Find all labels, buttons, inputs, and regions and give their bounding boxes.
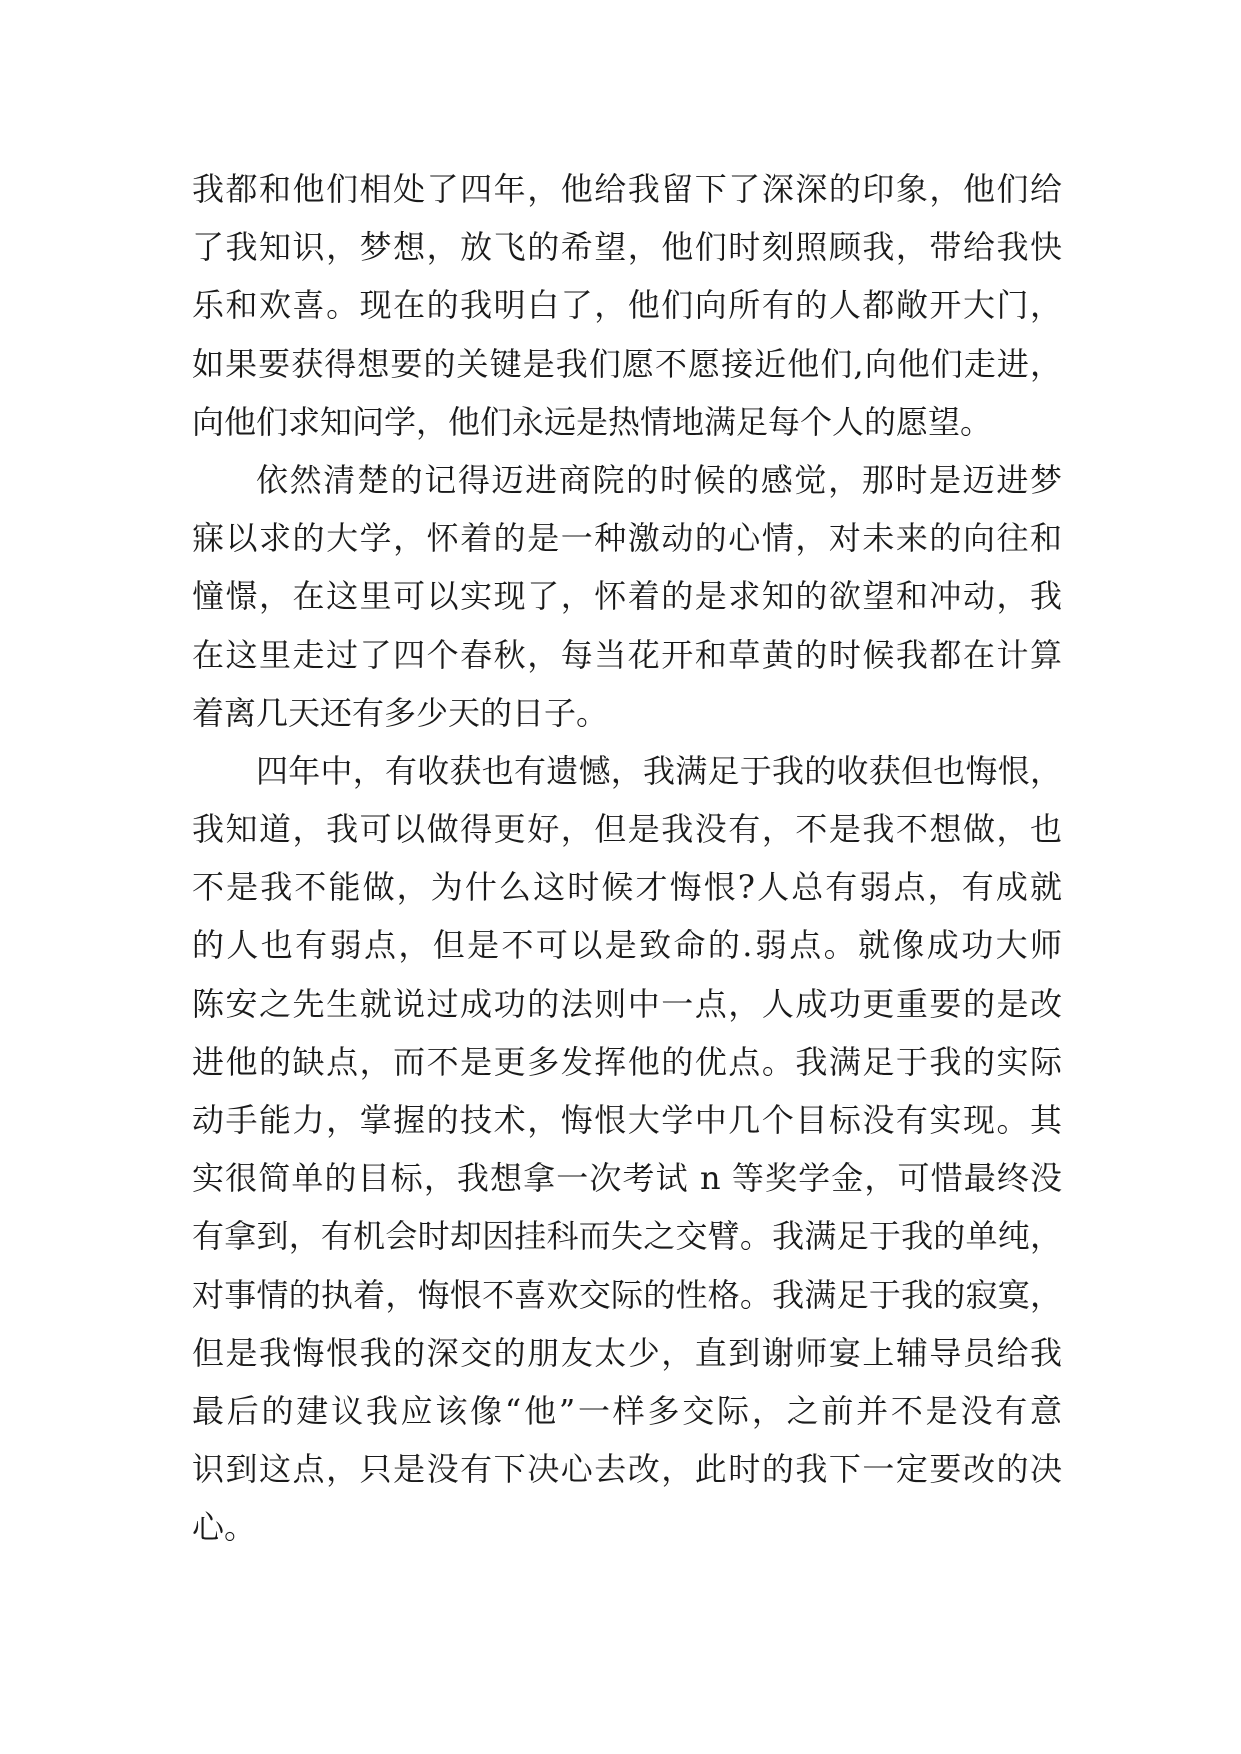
text-line: 动手能力，掌握的技术，悔恨大学中几个目标没有实现。其: [192, 1101, 1062, 1139]
text-line: 向他们求知问学，他们永远是热情地满足每个人的愿望。: [192, 402, 993, 441]
text-line: 我都和他们相处了四年，他给我留下了深深的印象，他们给: [192, 170, 1062, 208]
text-line: 着离几天还有多少天的日子。: [192, 693, 609, 732]
text-line: 的人也有弱点，但是不可以是致命的.弱点。就像成功大师: [192, 926, 1062, 965]
text-line: 实很简单的目标，我想拿一次考试 n 等奖学金，可惜最终没: [192, 1159, 1062, 1198]
text-line: 寐以求的大学，怀着的是一种激动的心情，对未来的向往和: [192, 519, 1062, 558]
text-line: 但是我悔恨我的深交的朋友太少，直到谢师宴上辅导员给我: [192, 1333, 1062, 1372]
text-line: 我知道，我可以做得更好，但是我没有，不是我不想做，也: [192, 810, 1062, 849]
text-line: 进他的缺点，而不是更多发挥他的优点。我满足于我的实际: [192, 1042, 1062, 1081]
paragraph-3: [192, 742, 1062, 1557]
text-line: 陈安之先生就说过成功的法则中一点，人成功更重要的是改: [192, 984, 1062, 1023]
text-line: 有拿到，有机会时却因挂科而失之交臂。我满足于我的单纯，: [192, 1217, 1062, 1256]
text-line: 最后的建议我应该像“他”一样多交际，之前并不是没有意: [192, 1391, 1062, 1430]
text-line: 依然清楚的记得迈进商院的时候的感觉，那时是迈进梦: [256, 460, 1062, 499]
text-line: 乐和欢喜。现在的我明白了，他们向所有的人都敞开大门，: [192, 286, 1062, 325]
text-line: 对事情的执着，悔恨不喜欢交际的性格。我满足于我的寂寞，: [192, 1275, 1062, 1314]
paragraph-1: [192, 160, 1062, 451]
text-line: 憧憬，在这里可以实现了，怀着的是求知的欲望和冲动，我: [192, 577, 1062, 616]
text-line: 心。: [192, 1508, 257, 1547]
text-line: 不是我不能做，为什么这时候才悔恨?人总有弱点，有成就: [192, 868, 1062, 907]
text-line: 在这里走过了四个春秋，每当花开和草黄的时候我都在计算: [192, 635, 1062, 674]
text-line: 识到这点，只是没有下决心去改，此时的我下一定要改的决: [192, 1450, 1062, 1489]
text-line: 如果要获得想要的关键是我们愿不愿接近他们,向他们走进，: [192, 344, 1062, 383]
text-line: 四年中，有收获也有遗憾，我满足于我的收获但也悔恨，: [256, 751, 1062, 790]
text-line: 了我知识，梦想，放飞的希望，他们时刻照顾我，带给我快: [192, 228, 1062, 267]
document-body: [192, 160, 1062, 1557]
paragraph-2: [192, 451, 1062, 742]
